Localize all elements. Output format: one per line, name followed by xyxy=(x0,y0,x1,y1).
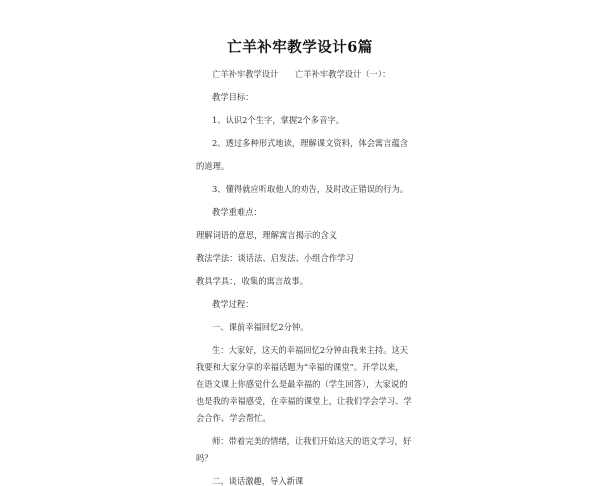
paragraph-line: 也是我的幸福感受，在幸福的课堂上，让我们学会学习、学 xyxy=(196,396,412,406)
document-body xyxy=(196,70,426,486)
paragraph-line: 二、谈话激趣，导入新课 xyxy=(212,476,304,486)
paragraph-line: 吗？ xyxy=(196,453,213,463)
paragraph-line: 3、懂得就应听取他人的劝告，及时改正错误的行为。 xyxy=(212,184,409,194)
paragraph-line: 我要和大家分享的幸福话题为“幸福的课堂”。开学以来， xyxy=(196,362,404,372)
paragraph-line: 2、透过多种形式地读，理解课文资料，体会寓言蕴含 xyxy=(212,138,409,148)
paragraph-line: 亡羊补牢教学设计 亡羊补牢教学设计（一）： xyxy=(212,69,391,79)
paragraph-line: 教学过程： xyxy=(212,299,254,309)
paragraph-line: 1、认识2个生字，掌握2个多音字。 xyxy=(212,115,344,125)
paragraph-line: 教法学法：谈话法、启发法、小组合作学习 xyxy=(196,253,354,263)
paragraph-line: 师：带着完美的情绪，让我们开始这天的语文学习，好 xyxy=(212,436,412,446)
paragraph-line: 理解词语的意思，理解寓言揭示的含义 xyxy=(196,230,338,240)
paragraph-line: 教学重难点： xyxy=(212,207,262,217)
paragraph-line: 教学目标： xyxy=(212,92,254,102)
document-title: 亡羊补牢教学设计6篇 xyxy=(227,39,373,56)
paragraph-line: 一、课前幸福回忆2分钟。 xyxy=(212,322,309,332)
paragraph-line: 在语文课上你感觉什么是最幸福的（学生回答），大家说的 xyxy=(196,379,408,389)
paragraph-line: 教具学具：，收集的寓言故事。 xyxy=(196,276,309,286)
paragraph-line: 的道理。 xyxy=(196,161,230,171)
paragraph-line: 生：大家好，这天的幸福回忆2分钟由我来主持。这天 xyxy=(212,345,409,355)
paragraph-line: 会合作、学会帮忙。 xyxy=(196,413,271,423)
